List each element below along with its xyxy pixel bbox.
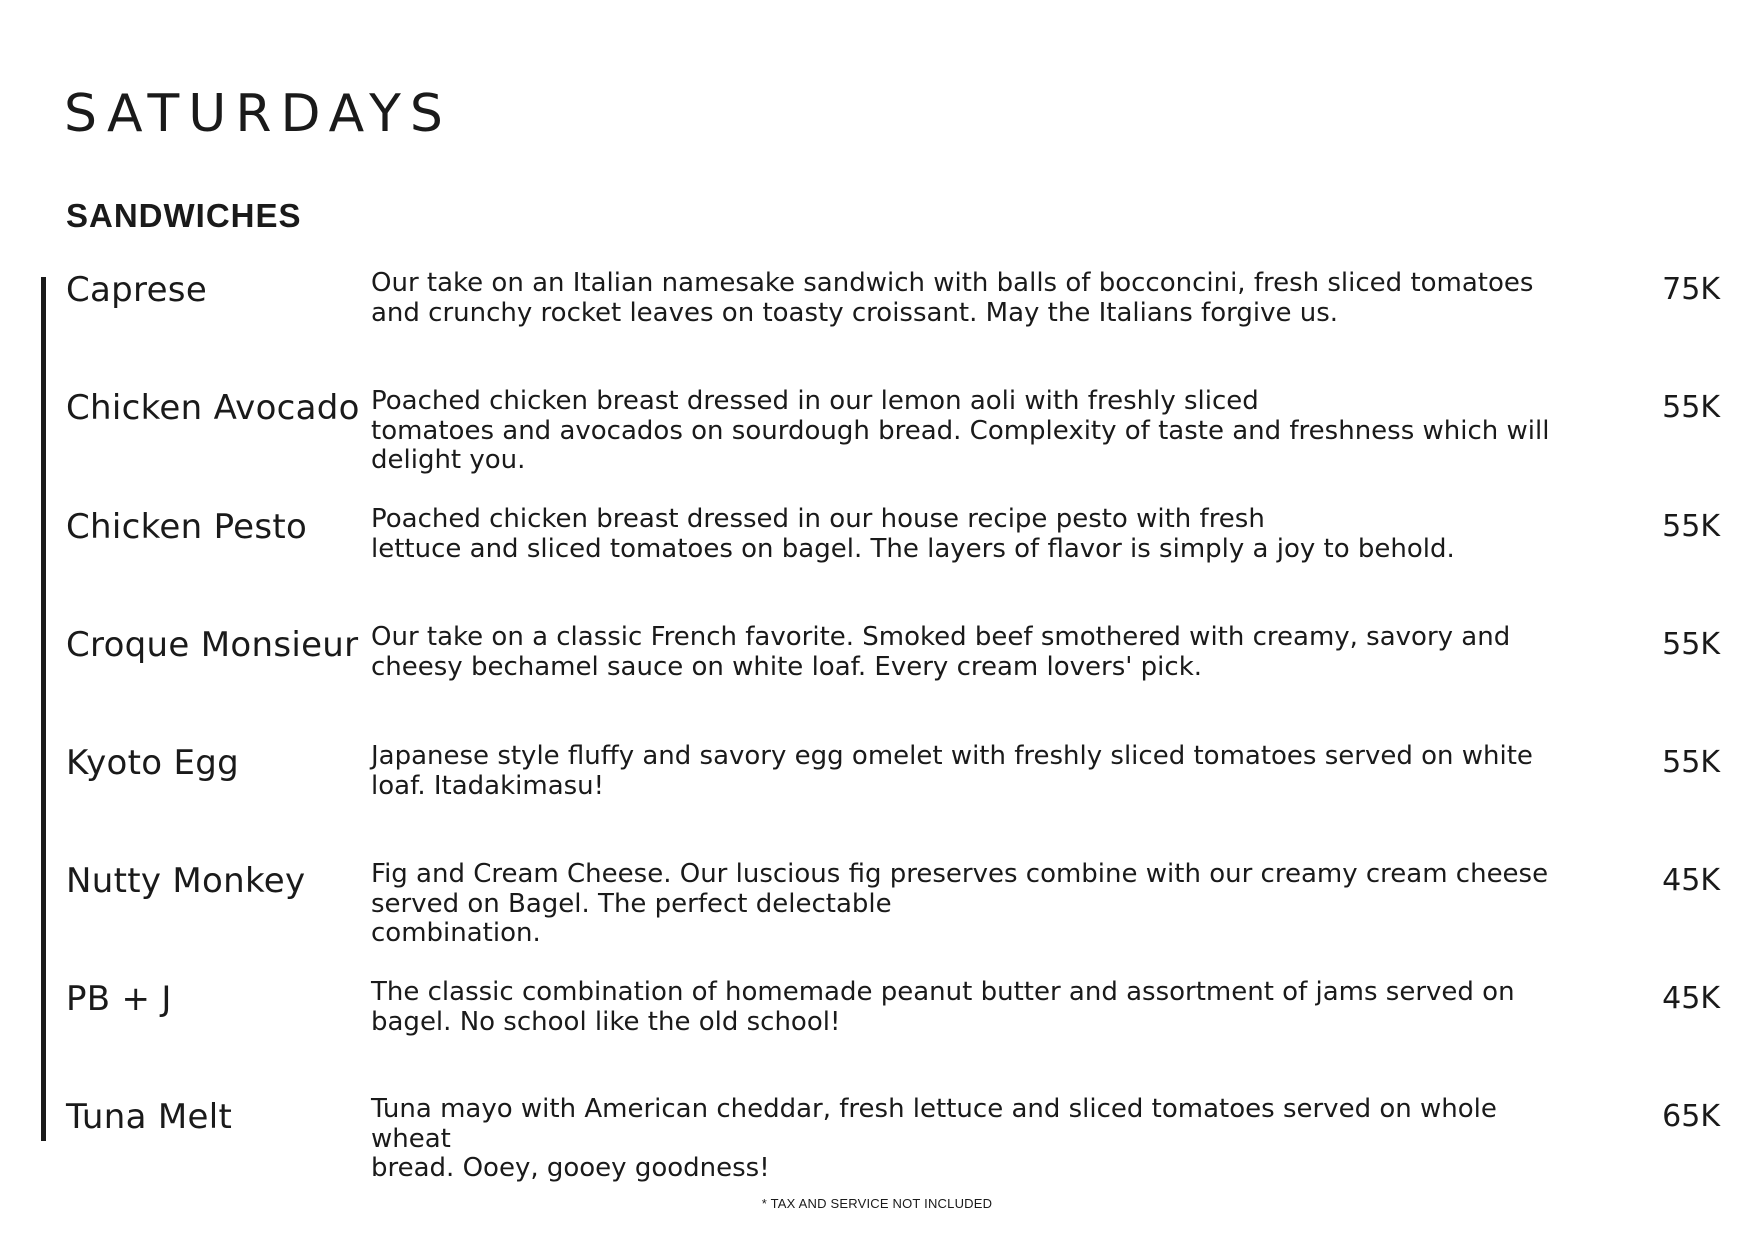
item-description: Poached chicken breast dressed in our house recipe pesto with fresh lettuce and sliced tomatoes on bagel. The layers of flavor is simply a joy to behold. [371,504,1455,564]
item-name: Croque Monsieur [66,625,359,665]
item-price: 65K [1662,1099,1720,1134]
tax-footnote: * TAX AND SERVICE NOT INCLUDED [761,1196,993,1211]
item-name: Caprese [66,270,208,310]
item-name: Tuna Melt [66,1097,233,1137]
menu-item-tuna-melt [0,1096,1754,1206]
item-price: 75K [1662,272,1720,307]
menu-item-chicken-avocado [0,387,1754,497]
item-name: Chicken Pesto [66,507,308,547]
item-name: PB + J [66,979,172,1019]
menu-item-pb-j [0,978,1754,1088]
menu-item-kyoto-egg [0,742,1754,852]
item-description: Poached chicken breast dressed in our lemon aoli with freshly sliced tomatoes and avocados on sourdough bread. Complexity of taste and freshness which will delight you. [371,386,1550,475]
item-price: 55K [1662,509,1720,544]
brand-logo: SATURDAYS [64,84,452,144]
item-description: Japanese style fluffy and savory egg omelet with freshly sliced tomatoes served on white loaf. Itadakimasu! [371,741,1533,801]
item-name: Chicken Avocado [66,388,360,428]
item-description: The classic combination of homemade peanut butter and assortment of jams served on bagel. No school like the old school! [371,977,1515,1037]
item-name: Nutty Monkey [66,861,306,901]
item-name: Kyoto Egg [66,743,240,783]
item-price: 45K [1662,863,1720,898]
item-description: Tuna mayo with American cheddar, fresh lettuce and sliced tomatoes served on whole wheat bread. Ooey, gooey goodness! [371,1094,1497,1183]
item-price: 45K [1662,981,1720,1016]
item-price: 55K [1662,745,1720,780]
item-price: 55K [1662,390,1720,425]
menu-item-nutty-monkey [0,860,1754,970]
section-title: SANDWICHES [66,197,302,234]
item-description: Fig and Cream Cheese. Our luscious fig preserves combine with our creamy cream cheese served on Bagel. The perfect delectable combination. [371,859,1549,948]
item-price: 55K [1662,627,1720,662]
menu-item-croque-monsieur [0,624,1754,734]
item-description: Our take on an Italian namesake sandwich with balls of bocconcini, fresh sliced tomatoes and crunchy rocket leaves on toasty croissant. May the Italians forgive us. [371,268,1534,328]
item-description: Our take on a classic French favorite. Smoked beef smothered with creamy, savory and cheesy bechamel sauce on white loaf. Every cream lovers' pick. [371,622,1511,682]
menu-item-caprese [0,269,1754,379]
menu-item-chicken-pesto [0,506,1754,616]
